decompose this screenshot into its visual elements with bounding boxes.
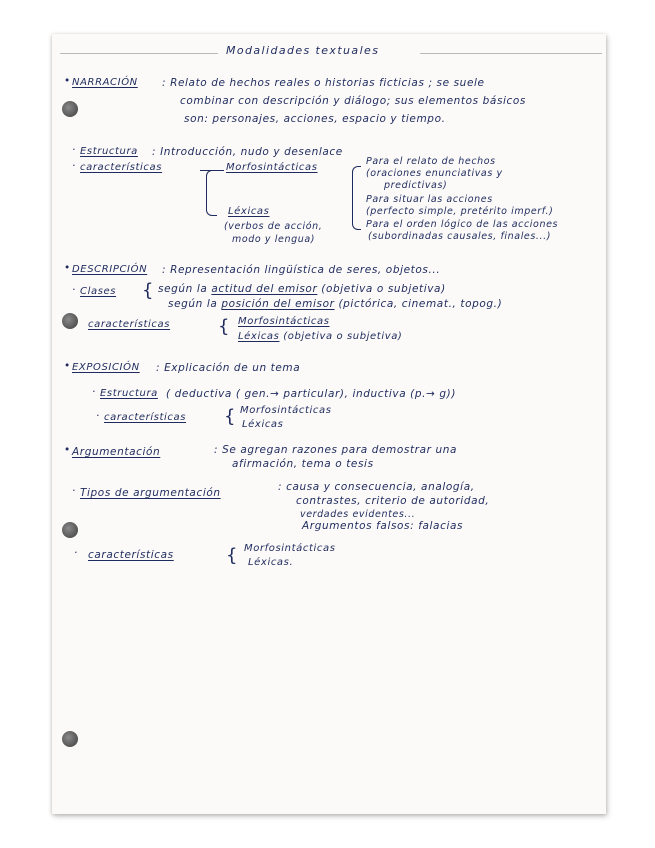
exposicion-caract-dot: · <box>96 410 100 422</box>
narracion-caract-bracket <box>206 170 217 216</box>
narracion-lexicas-note1: (verbos de acción, <box>224 221 323 232</box>
narracion-morfo-label: Morfosintácticas <box>226 162 318 173</box>
narracion-estructura-value: : Introducción, nudo y desenlace <box>152 146 343 158</box>
narracion-morfo-item-2: (oraciones enunciativas y <box>366 168 503 179</box>
argumentacion-tipos-line1: : causa y consecuencia, analogía, <box>278 481 475 493</box>
narracion-morfo-item-5: (perfecto simple, pretérito imperf.) <box>366 206 554 217</box>
exposicion-caract-label: características <box>104 412 187 423</box>
descripcion-caract-label: características <box>88 319 171 330</box>
descripcion-clases-1a: según la <box>158 283 212 295</box>
descripcion-clases-2b: posición del emisor <box>221 298 335 310</box>
title-rule-right <box>420 53 602 54</box>
exposicion-estructura-label: Estructura <box>100 388 158 399</box>
descripcion-caract-brace: { <box>218 316 231 337</box>
descripcion-lexicas: Léxicas <box>238 331 280 342</box>
descripcion-morfo: Morfosintácticas <box>238 316 330 327</box>
descripcion-lexicas-note: (objetiva o subjetiva) <box>279 331 403 342</box>
page-title: Modalidades textuales <box>226 44 380 57</box>
narracion-lexicas-label: Léxicas <box>228 206 270 217</box>
argumentacion-def-line2: afirmación, tema o tesis <box>232 458 374 470</box>
descripcion-clases-2c: (pictórica, cinemat., topog.) <box>334 298 503 310</box>
argumentacion-def-line1: : Se agregan razones para demostrar una <box>214 444 458 456</box>
narracion-def-line2: combinar con descripción y diálogo; sus elementos básicos <box>180 95 527 107</box>
exposicion-caract-brace: { <box>224 406 237 427</box>
narracion-def-line1: : Relato de hechos reales o historias ficticias ; se suele <box>162 77 485 89</box>
argumentacion-caract-label: características <box>88 549 174 561</box>
punch-hole-middle-lower <box>62 522 78 538</box>
narracion-def-line3: son: personajes, acciones, espacio y tiempo. <box>184 113 446 125</box>
punch-hole-bottom <box>62 731 78 747</box>
descripcion-bullet: • <box>64 262 71 274</box>
narracion-lexicas-note2: modo y lengua) <box>232 234 316 245</box>
descripcion-clases-dot: · <box>72 284 76 296</box>
descripcion-def: : Representación lingüística de seres, objetos... <box>162 264 441 276</box>
descripcion-clases-1c: (objetiva o subjetiva) <box>317 283 446 295</box>
exposicion-morfo: Morfosintácticas <box>240 405 332 416</box>
descripcion-clases-line1 <box>158 283 446 295</box>
descripcion-clases-2a: según la <box>168 298 222 310</box>
narracion-morfo-item-3: predictivas) <box>384 180 448 191</box>
descripcion-clases-label: Clases <box>80 286 117 297</box>
descripcion-lexicas-line <box>238 331 402 342</box>
argumentacion-tipos-line4: Argumentos falsos: falacias <box>302 520 464 532</box>
narracion-heading: NARRACIÓN <box>72 77 138 88</box>
narracion-caract-label: características <box>80 162 163 173</box>
argumentacion-tipos-line3: verdades evidentes... <box>300 509 416 520</box>
exposicion-heading: EXPOSICIÓN <box>72 362 140 373</box>
descripcion-clases-1b: actitud del emisor <box>211 283 318 295</box>
argumentacion-bullet: • <box>64 444 71 456</box>
exposicion-estructura-dot: · <box>92 386 96 398</box>
exposicion-bullet: • <box>64 360 71 372</box>
descripcion-clases-line2 <box>168 298 502 310</box>
argumentacion-morfo: Morfosintácticas <box>244 543 336 554</box>
argumentacion-caract-dot: · <box>74 547 78 559</box>
argumentacion-caract-brace: { <box>226 545 239 566</box>
narracion-morfo-bracket <box>352 166 361 230</box>
narracion-morfo-item-7: (subordinadas causales, finales...) <box>368 231 552 242</box>
argumentacion-lexicas: Léxicas. <box>248 557 294 568</box>
argumentacion-tipos-dot: · <box>72 485 76 497</box>
punch-hole-top <box>62 101 78 117</box>
narracion-caract-dot: · <box>72 160 76 172</box>
argumentacion-tipos-label: Tipos de argumentación <box>80 487 221 499</box>
exposicion-estructura-value: ( deductiva ( gen.→ particular), inductiva (p.→ g)) <box>166 388 457 400</box>
argumentacion-tipos-line2: contrastes, criterio de autoridad, <box>296 495 490 507</box>
narracion-estructura-dot: · <box>72 144 76 156</box>
exposicion-def: : Explicación de un tema <box>156 362 301 374</box>
punch-hole-middle-upper <box>62 313 78 329</box>
argumentacion-heading: Argumentación <box>72 446 161 458</box>
narracion-bullet: • <box>64 75 71 87</box>
narracion-morfo-item-1: Para el relato de hechos <box>366 156 496 167</box>
narracion-estructura-label: Estructura <box>80 146 138 157</box>
descripcion-clases-brace: { <box>142 280 155 301</box>
exposicion-lexicas: Léxicas <box>242 419 284 430</box>
title-rule-left <box>60 53 218 54</box>
descripcion-heading: DESCRIPCIÓN <box>72 264 148 275</box>
narracion-morfo-item-4: Para situar las acciones <box>366 194 493 205</box>
narracion-morfo-item-6: Para el orden lógico de las acciones <box>366 219 559 230</box>
